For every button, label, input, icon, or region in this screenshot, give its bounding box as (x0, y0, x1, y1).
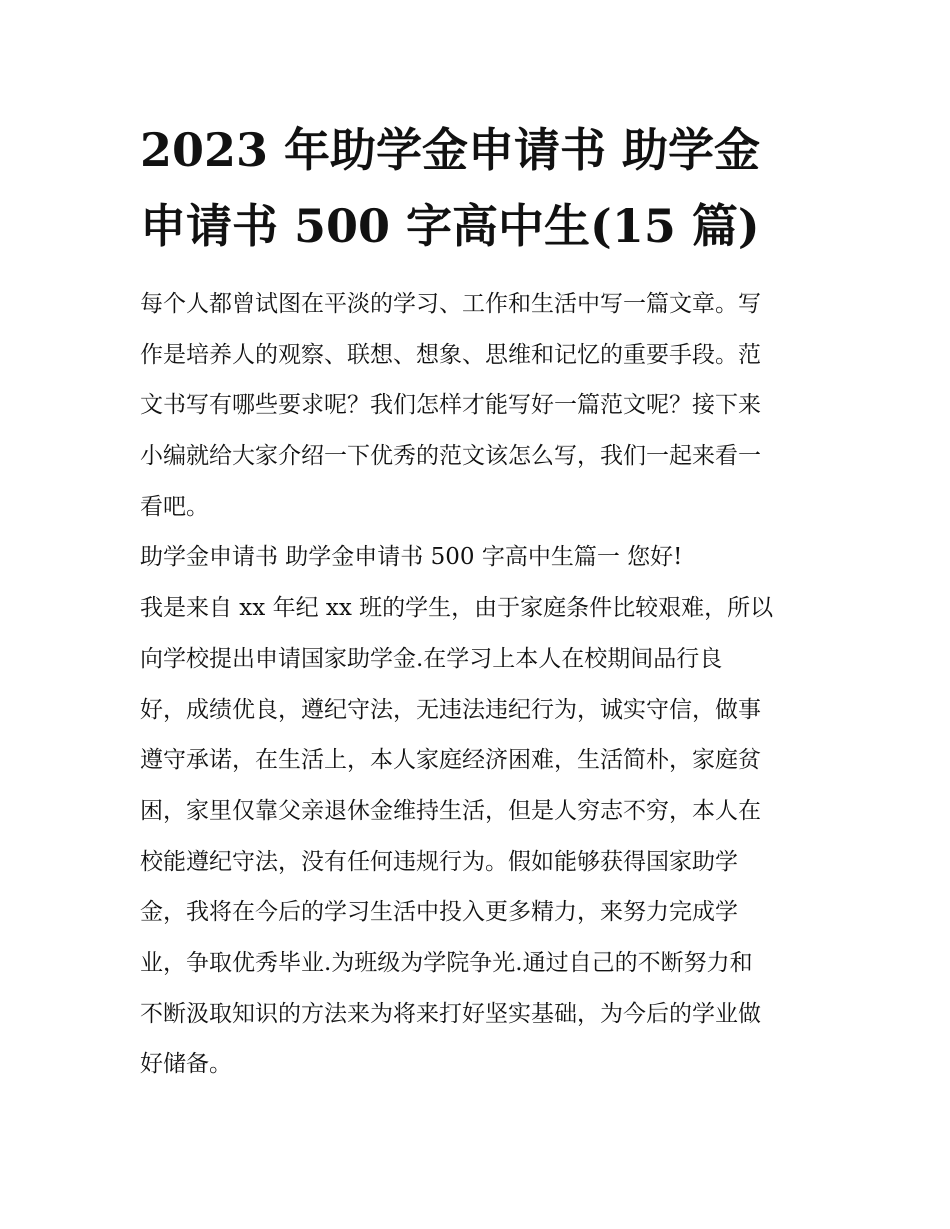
body-line: 遵守承诺，在生活上，本人家庭经济困难，生活简朴，家庭贫 (140, 747, 761, 774)
body-line: 向学校提出申请国家助学金.在学习上本人在校期间品行良 (140, 645, 723, 672)
body-line: 文书写有哪些要求呢？我们怎样才能写好一篇范文呢？接下来 (140, 392, 761, 419)
body-line: 看吧。 (140, 493, 209, 520)
body-line: 好储备。 (140, 1051, 232, 1078)
body-line: 作是培养人的观察、联想、想象、思维和记忆的重要手段。范 (140, 341, 761, 368)
body-line: 小编就给大家介绍一下优秀的范文该怎么写，我们一起来看一 (140, 443, 761, 470)
document-body (140, 279, 820, 1090)
body-line: 校能遵纪守法，没有任何违规行为。假如能够获得国家助学 (140, 848, 738, 875)
body-line: 不断汲取知识的方法来为将来打好坚实基础，为今后的学业做 (140, 1000, 761, 1027)
section-heading-line: 助学金申请书 助学金申请书 500 字高中生篇一 您好! (140, 544, 683, 571)
body-line: 我是来自 xx 年纪 xx 班的学生，由于家庭条件比较艰难，所以 (140, 595, 774, 622)
body-line: 好，成绩优良，遵纪守法，无违法违纪行为，诚实守信，做事 (140, 696, 761, 723)
body-line: 业，争取优秀毕业.为班级为学院争光.通过自己的不断努力和 (140, 949, 753, 976)
title-line-1: 2023 年助学金申请书 助学金 (140, 123, 761, 177)
title-line-2: 申请书 500 字高中生(15 篇) (140, 199, 760, 253)
body-line: 金，我将在今后的学习生活中投入更多精力，来努力完成学 (140, 899, 738, 926)
body-line: 困，家里仅靠父亲退休金维持生活，但是人穷志不穷，本人在 (140, 797, 761, 824)
document-title (140, 112, 800, 264)
body-line: 每个人都曾试图在平淡的学习、工作和生活中写一篇文章。写 (140, 291, 761, 317)
